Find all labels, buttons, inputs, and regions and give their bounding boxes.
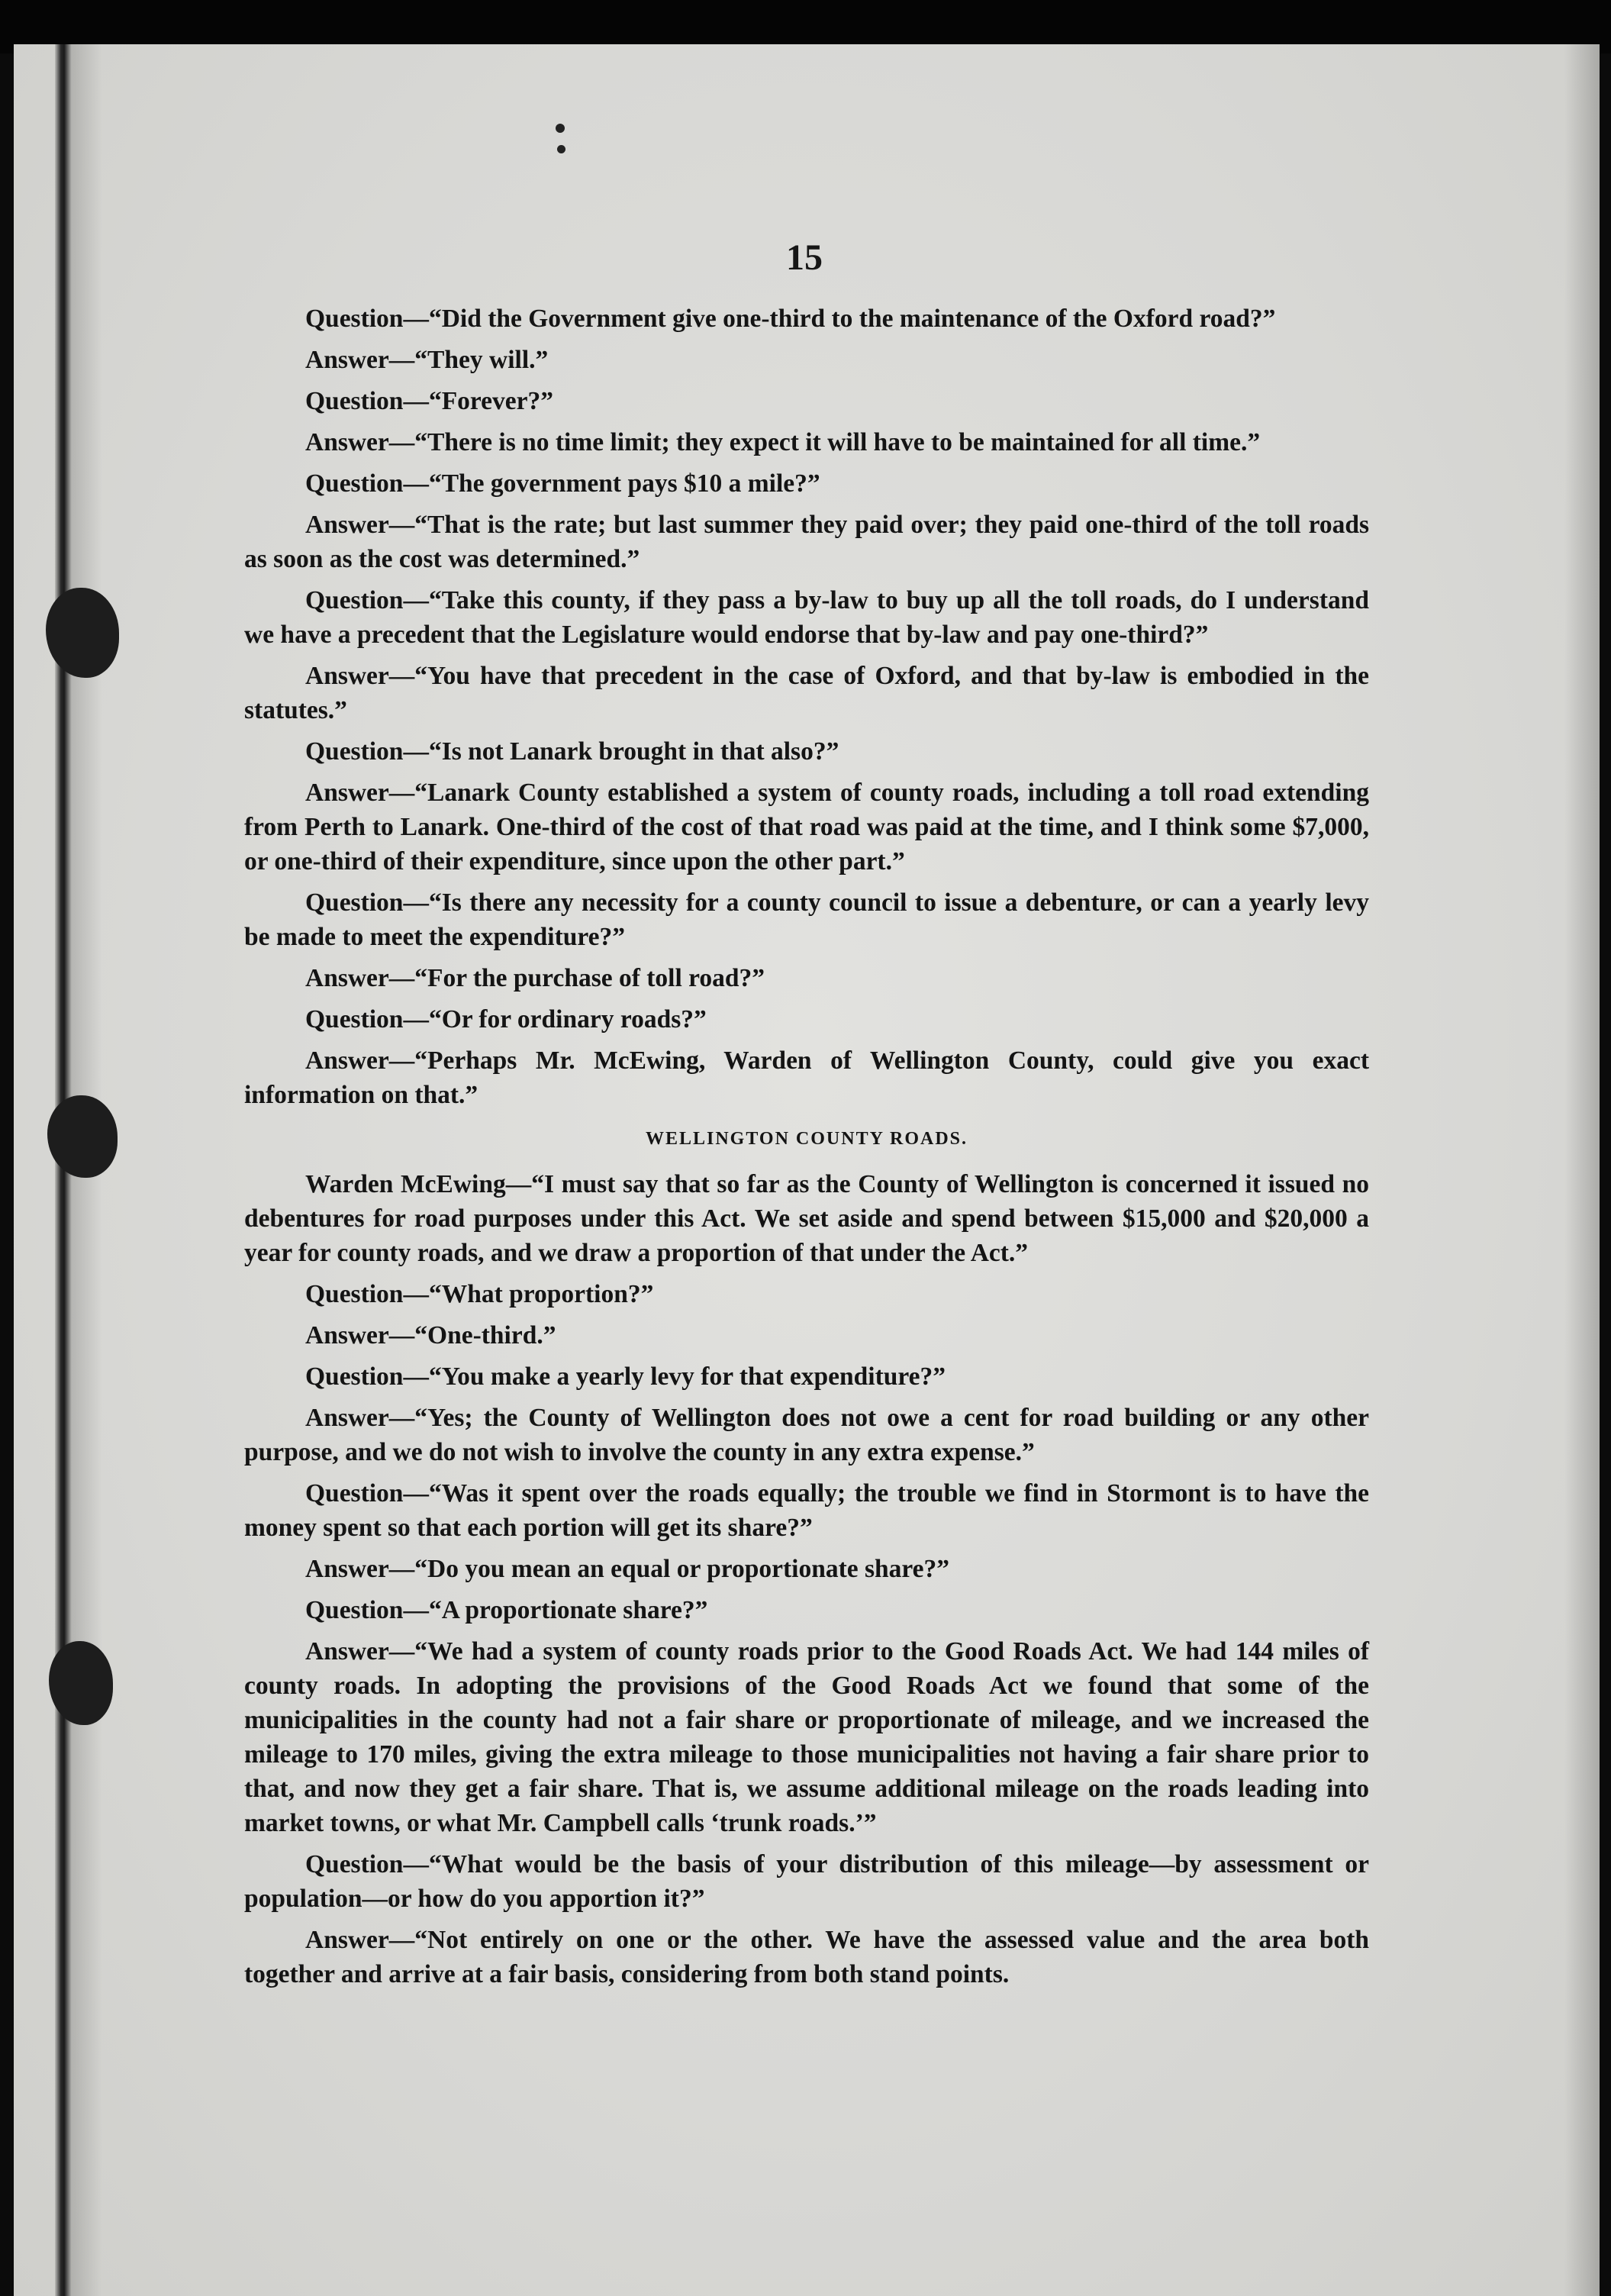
dialogue-paragraph: Question—“Forever?” bbox=[305, 387, 554, 415]
dialogue-paragraph: Question—“You make a yearly levy for that expenditure?” bbox=[305, 1362, 946, 1391]
dialogue-paragraph: Answer—“Not entirely on one or the other. We have the assessed value and the area both together and arrive at a fair basis, considering from both stand points. bbox=[244, 1926, 1369, 1988]
page-body bbox=[244, 302, 1369, 1998]
dialogue-paragraph: Question—“A proportionate share?” bbox=[305, 1596, 708, 1624]
dialogue-paragraph: Question—“Is not Lanark brought in that also?” bbox=[305, 737, 839, 766]
page-edge-shadow bbox=[1564, 44, 1600, 2296]
dialogue-paragraph: Question—“Was it spent over the roads equally; the trouble we find in Stormont is to have the money spent so that each portion will get its share?” bbox=[244, 1479, 1369, 1542]
dialogue-paragraph: Answer—“One-third.” bbox=[305, 1321, 556, 1350]
ink-speck bbox=[557, 145, 565, 153]
dialogue-paragraph: Question—“Did the Government give one-third to the maintenance of the Oxford road?” bbox=[305, 305, 1276, 333]
dialogue-block-one bbox=[244, 302, 1369, 1112]
dialogue-paragraph: Question—“Or for ordinary roads?” bbox=[305, 1005, 707, 1034]
dialogue-paragraph: Question—“What would be the basis of your distribution of this mileage—by assessment or population—or how do you apportion it?” bbox=[244, 1850, 1369, 1913]
dialogue-block-two bbox=[244, 1167, 1369, 1991]
dialogue-paragraph: Answer—“Perhaps Mr. McEwing, Warden of Wellington County, could give you exact information on that.” bbox=[244, 1046, 1369, 1109]
dialogue-paragraph: Warden McEwing—“I must say that so far as the County of Wellington is concerned it issued no debentures for road purposes under this Act. We set aside and spend between $15,000 and $20,000 a year for county roads, and we draw a proportion of that under the Act.” bbox=[244, 1170, 1369, 1267]
dialogue-paragraph: Answer—“Do you mean an equal or proportionate share?” bbox=[305, 1555, 950, 1583]
ink-speck bbox=[556, 124, 565, 133]
dialogue-paragraph: Question—“Is there any necessity for a county council to issue a debenture, or can a yearly levy be made to meet the expenditure?” bbox=[244, 888, 1369, 951]
dialogue-paragraph: Answer—“We had a system of county roads prior to the Good Roads Act. We had 144 miles of county roads. In adopting the provisions of the Good Roads Act we found that some of the municipalities in the county had not a fair share or proportionate of mileage, and we increased the mileage to 170 miles, giving the extra mileage to those municipalities not having a fair share prior to that, and now they get a fair share. That is, we assume additional mileage on the roads leading into market towns, or what Mr. Campbell calls ‘trunk roads.’” bbox=[244, 1637, 1369, 1837]
dialogue-paragraph: Answer—“Yes; the County of Wellington does not owe a cent for road building or any other purpose, and we do not wish to involve the county in any extra expense.” bbox=[244, 1404, 1369, 1466]
dialogue-paragraph: Answer—“Lanark County established a system of county roads, including a toll road extending from Perth to Lanark. One-third of the cost of that road was paid at the time, and I think some $7,000, or one-third of their expenditure, since upon the other part.” bbox=[244, 779, 1369, 876]
section-heading: WELLINGTON COUNTY ROADS. bbox=[645, 1129, 968, 1149]
page-number: 15 bbox=[786, 237, 823, 278]
dialogue-paragraph: Answer—“You have that precedent in the case of Oxford, and that by-law is embodied in the statutes.” bbox=[244, 662, 1369, 724]
dialogue-paragraph: Answer—“For the purchase of toll road?” bbox=[305, 964, 765, 992]
dialogue-paragraph: Question—“Take this county, if they pass a by-law to buy up all the toll roads, do I understand we have a precedent that the Legislature would endorse that by-law and pay one-third?” bbox=[244, 586, 1369, 649]
dialogue-paragraph: Question—“The government pays $10 a mile?” bbox=[305, 469, 820, 498]
dialogue-paragraph: Answer—“They will.” bbox=[305, 346, 549, 374]
dialogue-paragraph: Question—“What proportion?” bbox=[305, 1280, 654, 1308]
dialogue-paragraph: Answer—“That is the rate; but last summer they paid over; they paid one-third of the toll roads as soon as the cost was determined.” bbox=[244, 511, 1369, 573]
dialogue-paragraph: Answer—“There is no time limit; they expect it will have to be maintained for all time.” bbox=[305, 428, 1261, 456]
